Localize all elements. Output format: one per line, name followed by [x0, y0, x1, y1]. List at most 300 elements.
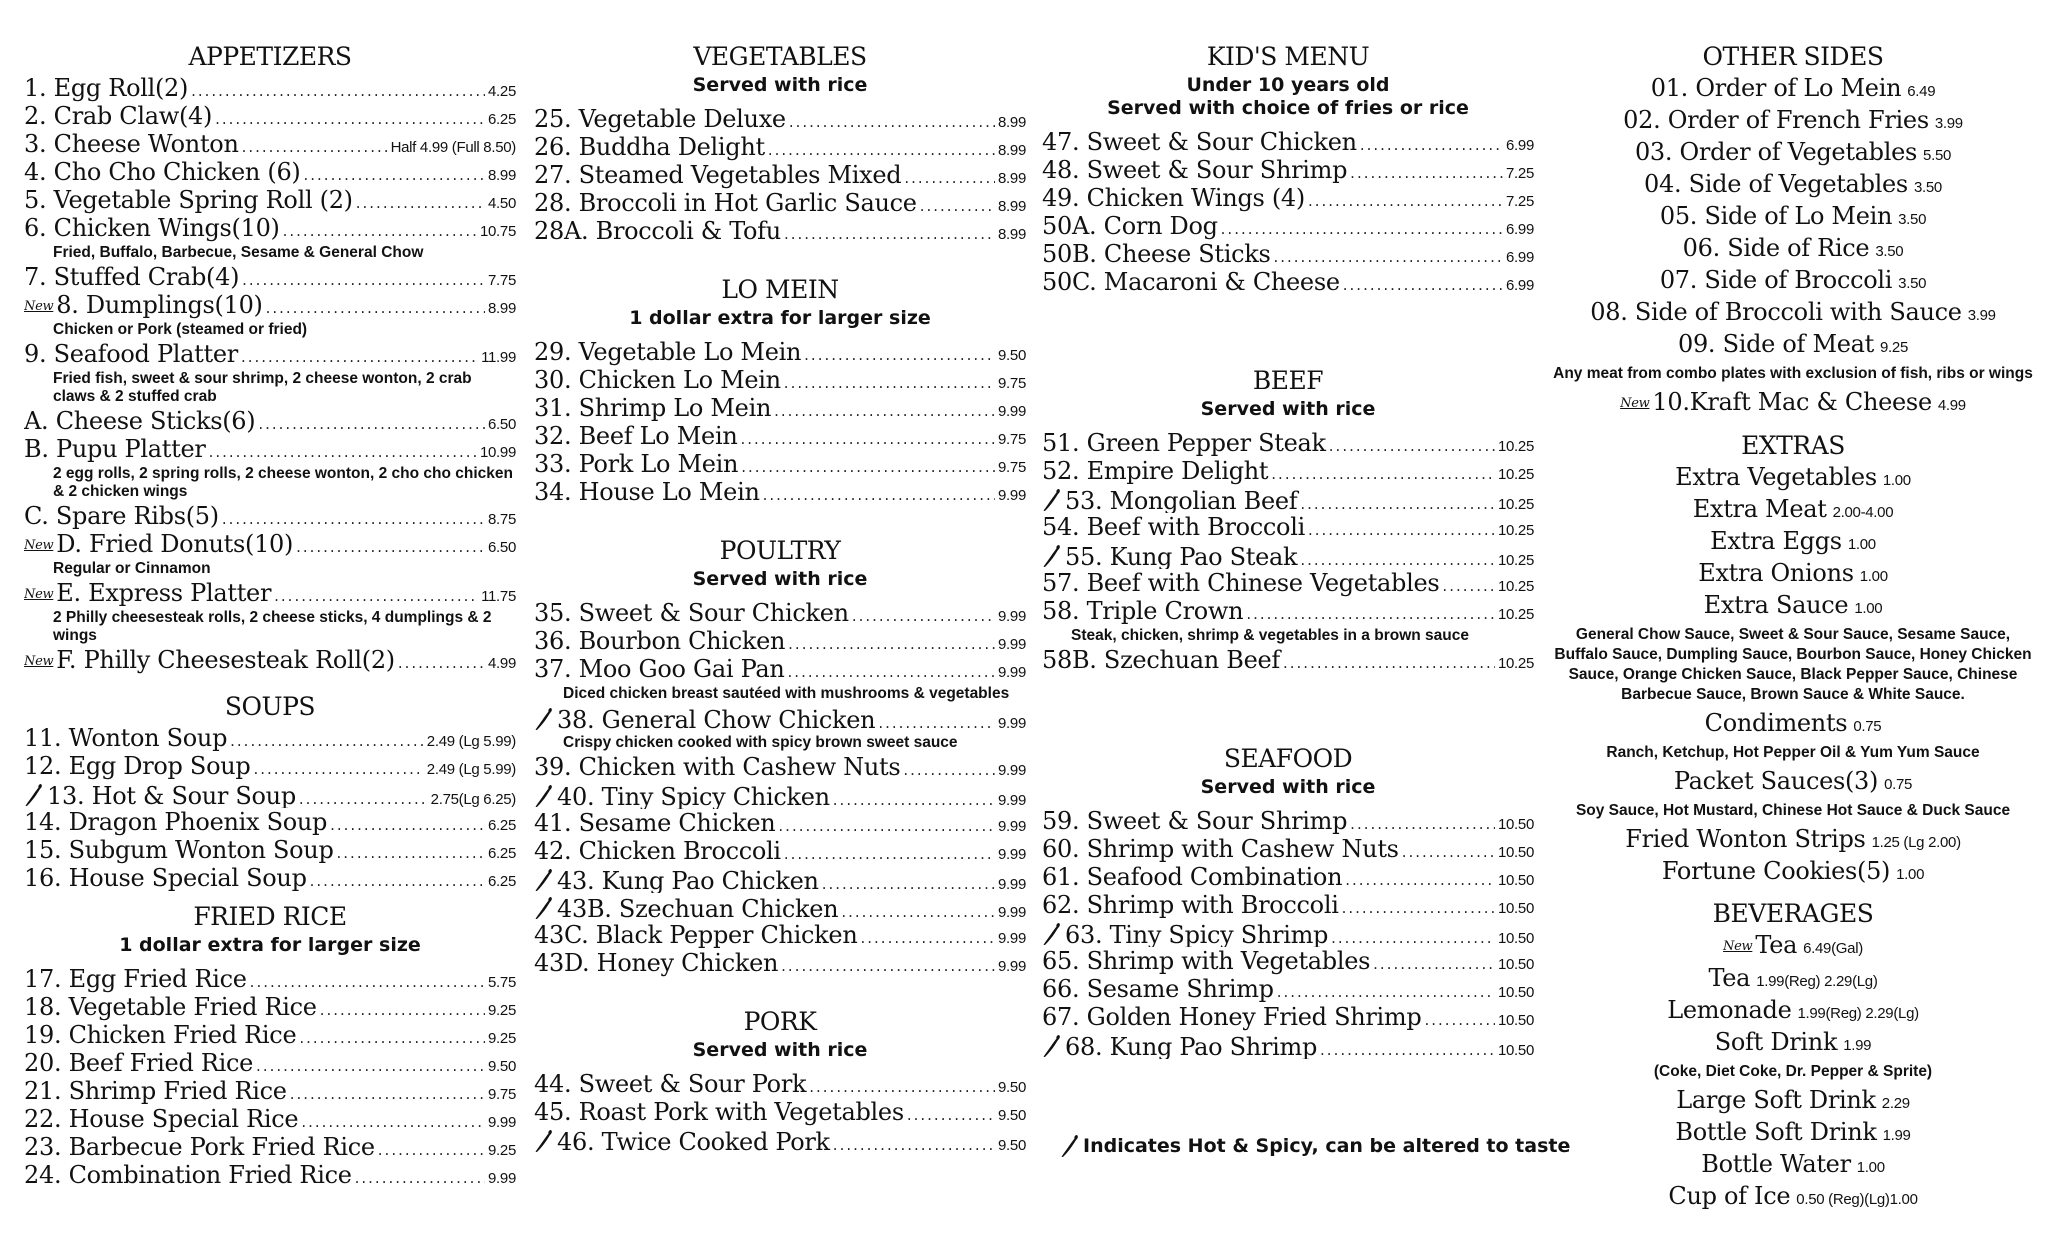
menu-item	[534, 655, 1026, 683]
dot-leader	[1271, 460, 1495, 485]
menu-item	[1552, 388, 2034, 421]
menu-item	[534, 837, 1026, 865]
menu-item-price: 1.00	[1859, 568, 1888, 585]
menu-item	[1552, 298, 2034, 330]
section-other-sides	[1552, 40, 2034, 421]
dot-leader	[1360, 131, 1503, 156]
dot-leader	[310, 867, 485, 892]
menu-item	[24, 74, 516, 102]
menu-item-name: Fortune Cookies(5)	[1661, 857, 1891, 885]
new-badge: New	[24, 538, 54, 553]
menu-item-price: 10.50	[1497, 984, 1534, 1001]
dot-leader	[299, 785, 428, 808]
menu-item-price: 4.99	[488, 655, 516, 672]
menu-item-name: 29. Vegetable Lo Mein	[534, 338, 802, 366]
section-beverages	[1552, 897, 2034, 1214]
menu-item-name: 52. Empire Delight	[1042, 457, 1269, 485]
menu-item-price: 8.99	[998, 170, 1026, 187]
menu-item-name: 50C. Macaroni & Cheese	[1042, 268, 1340, 296]
menu-item-price: 10.50	[1497, 1042, 1534, 1059]
menu-item-price: 8.75	[488, 511, 516, 528]
menu-item-price: 3.99	[1934, 115, 1963, 132]
menu-item-name: 04. Side of Vegetables	[1644, 170, 1908, 198]
menu-item-price: 1.99(Reg) 2.29(Lg)	[1797, 1005, 1919, 1022]
menu-item-price: 9.25	[1880, 339, 1908, 356]
section-subtitle: Under 10 years old	[1186, 74, 1390, 96]
hot-spicy-legend	[1060, 1134, 1570, 1158]
menu-item-name: Extra Meat	[1692, 495, 1827, 523]
menu-item-name: 59. Sweet & Sour Shrimp	[1042, 807, 1348, 835]
menu-item-description: Ranch, Ketchup, Hot Pepper Oil & Yum Yum Sauce	[1606, 744, 1980, 761]
menu-item	[1552, 559, 2034, 591]
menu-item	[1042, 569, 1534, 597]
menu-item-price: 1.99	[1843, 1037, 1872, 1054]
menu-item-description: Crispy chicken cooked with spicy brown sweet sauce	[563, 734, 958, 751]
menu-item-price: 2.75(Lg 6.25)	[430, 791, 516, 808]
menu-item	[534, 338, 1026, 366]
dot-leader	[1300, 490, 1495, 513]
menu-item-description: Soy Sauce, Hot Mustard, Chinese Hot Sauce & Duck Sauce	[1575, 802, 2011, 819]
menu-item	[1552, 931, 2034, 964]
menu-item-name: E. Express Platter	[56, 579, 272, 607]
dot-leader	[215, 105, 485, 130]
menu-item-name: Tea	[1755, 931, 1798, 959]
dot-leader	[804, 341, 995, 366]
menu-item	[534, 781, 1026, 809]
dot-leader	[1373, 950, 1495, 975]
menu-item-name: 17. Egg Fried Rice	[24, 965, 247, 993]
menu-item-description: Diced chicken breast sautéed with mushrooms & vegetables	[563, 685, 1010, 702]
dot-leader	[1308, 516, 1495, 541]
menu-item-price: 8.99	[998, 198, 1026, 215]
menu-item-name: 39. Chicken with Cashew Nuts	[534, 753, 901, 781]
menu-item-price: 9.75	[998, 431, 1026, 448]
menu-item-name: Fried Wonton Strips	[1625, 825, 1866, 853]
menu-item-price: 4.25	[488, 83, 516, 100]
section-title: FRIED RICE	[193, 902, 347, 931]
menu-item-name: 5. Vegetable Spring Roll (2)	[24, 186, 353, 214]
dot-leader	[1343, 271, 1503, 296]
dot-leader	[1345, 866, 1495, 891]
menu-item	[1042, 891, 1534, 919]
menu-item	[534, 161, 1026, 189]
dot-leader	[230, 727, 424, 752]
menu-item-name: Lemonade	[1667, 996, 1792, 1024]
menu-item-price: 2.29	[1881, 1095, 1910, 1112]
menu-item-price: 10.50	[1497, 816, 1534, 833]
menu-item-price: 9.50	[488, 1058, 516, 1075]
menu-item-name: 60. Shrimp with Cashew Nuts	[1042, 835, 1399, 863]
menu-item-name: Bottle Water	[1701, 1150, 1851, 1178]
menu-item	[1552, 74, 2034, 106]
menu-item-description: 2 egg rolls, 2 spring rolls, 2 cheese wonton, 2 cho cho chicken & 2 chicken wings	[53, 465, 513, 500]
menu-item-price: 3.50	[1898, 211, 1927, 228]
chili-pepper-icon	[1042, 544, 1062, 568]
menu-item	[534, 450, 1026, 478]
menu-item-name: 68. Kung Pao Shrimp	[1065, 1033, 1318, 1059]
menu-item-price: 6.25	[488, 111, 516, 128]
menu-item	[1552, 767, 2034, 799]
menu-item	[24, 780, 516, 808]
dot-leader	[1273, 243, 1503, 268]
dot-leader	[209, 438, 477, 463]
menu-item-description: Any meat from combo plates with exclusion of fish, ribs or wings	[1553, 365, 2033, 382]
menu-item	[24, 646, 516, 674]
menu-item-price: 6.50	[488, 539, 516, 556]
menu-item	[1042, 513, 1534, 541]
menu-item-name: 30. Chicken Lo Mein	[534, 366, 781, 394]
section-subtitle: Served with rice	[692, 1039, 868, 1061]
section-title: OTHER SIDES	[1702, 42, 1884, 71]
chili-pepper-icon	[534, 707, 554, 731]
menu-item-name: Extra Onions	[1698, 559, 1854, 587]
menu-item-price: 9.75	[998, 375, 1026, 392]
menu-item-price: 7.25	[1506, 165, 1534, 182]
section-subtitle: 1 dollar extra for larger size	[629, 307, 931, 329]
dot-leader	[788, 658, 995, 683]
menu-item-price: 9.99	[998, 487, 1026, 504]
menu-item-price: 3.50	[1898, 275, 1927, 292]
menu-item-name: 62. Shrimp with Broccoli	[1042, 891, 1339, 919]
menu-item-name: Extra Vegetables	[1675, 463, 1877, 491]
dot-leader	[1350, 159, 1503, 184]
dot-leader	[833, 1131, 995, 1154]
menu-item-name: 40. Tiny Spicy Chicken	[557, 783, 830, 809]
menu-item-price: 9.99	[998, 958, 1026, 975]
menu-item	[1552, 527, 2034, 559]
menu-item	[24, 993, 516, 1021]
dot-leader	[784, 220, 995, 245]
menu-item-price: 1.00	[1882, 472, 1911, 489]
dot-leader	[784, 840, 995, 865]
menu-item-name: 8. Dumplings(10)	[56, 291, 263, 319]
menu-item	[534, 809, 1026, 837]
menu-item-name: Extra Eggs	[1710, 527, 1842, 555]
dot-leader	[355, 1164, 485, 1189]
menu-item-price: Half 4.99 (Full 8.50)	[390, 139, 516, 156]
section-pork	[534, 1005, 1026, 1154]
menu-item-price: 9.99	[998, 636, 1026, 653]
section-title: KID'S MENU	[1206, 42, 1370, 71]
menu-item-price: 10.25	[1497, 578, 1534, 595]
dot-leader	[741, 453, 995, 478]
menu-item	[534, 105, 1026, 133]
new-badge: New	[24, 654, 54, 669]
menu-item	[1042, 268, 1534, 296]
menu-item-name: 31. Shrimp Lo Mein	[534, 394, 772, 422]
menu-item	[1552, 463, 2034, 495]
menu-item	[1042, 947, 1534, 975]
menu-item-price: 10.50	[1497, 872, 1534, 889]
menu-item-name: 44. Sweet & Sour Pork	[534, 1070, 807, 1098]
dot-leader	[242, 133, 388, 158]
dot-leader	[788, 630, 995, 655]
menu-item	[534, 217, 1026, 245]
dot-leader	[833, 786, 995, 809]
dot-leader	[1320, 1036, 1495, 1059]
menu-item-name: D. Fried Donuts(10)	[56, 530, 294, 558]
chili-pepper-icon	[534, 868, 554, 892]
dot-leader	[266, 294, 485, 319]
menu-item-price: 10.99	[479, 444, 516, 461]
menu-item-name: 45. Roast Pork with Vegetables	[534, 1098, 904, 1126]
section-title: SOUPS	[224, 692, 316, 721]
new-badge: New	[24, 587, 54, 602]
chili-pepper-icon	[1042, 488, 1062, 512]
menu-item-price: 10.25	[1497, 438, 1534, 455]
menu-item	[534, 599, 1026, 627]
menu-item	[534, 366, 1026, 394]
menu-item	[534, 893, 1026, 921]
menu-item-description: Fried fish, sweet & sour shrimp, 2 cheese wonton, 2 crab claws & 2 stuffed crab	[53, 370, 472, 405]
dot-leader	[256, 1052, 485, 1077]
section-subtitle: 1 dollar extra for larger size	[119, 934, 421, 956]
menu-item-price: 8.99	[998, 114, 1026, 131]
menu-item-price: 9.99	[998, 403, 1026, 420]
menu-item-price: 9.99	[998, 818, 1026, 835]
dot-leader	[242, 266, 485, 291]
menu-item-price: 3.99	[1967, 307, 1996, 324]
menu-item-name: 23. Barbecue Pork Fried Rice	[24, 1133, 375, 1161]
new-badge: New	[1620, 396, 1650, 411]
dot-leader	[774, 397, 995, 422]
menu-item	[534, 627, 1026, 655]
menu-item-name: 67. Golden Honey Fried Shrimp	[1042, 1003, 1422, 1031]
dot-leader	[258, 410, 485, 435]
menu-item-price: 3.50	[1913, 179, 1942, 196]
menu-item-price: 9.25	[488, 1030, 516, 1047]
menu-item-price: 10.25	[1497, 552, 1534, 569]
menu-item-price: 9.99	[998, 876, 1026, 893]
menu-item-price: 9.99	[998, 792, 1026, 809]
menu-item-price: 6.25	[488, 817, 516, 834]
menu-item	[1042, 184, 1534, 212]
menu-item-name: 10.Kraft Mac & Cheese	[1652, 388, 1932, 416]
menu-item-name: Packet Sauces(3)	[1673, 767, 1879, 795]
menu-item-price: 9.99	[998, 904, 1026, 921]
menu-item	[1552, 202, 2034, 234]
menu-item-description: Fried, Buffalo, Barbecue, Sesame & General Chow	[53, 244, 424, 261]
menu-item-price: 10.25	[1497, 466, 1534, 483]
menu-item-name: 43. Kung Pao Chicken	[557, 867, 819, 893]
menu-item	[1552, 1118, 2034, 1150]
menu-item	[24, 407, 516, 435]
menu-item	[1042, 156, 1534, 184]
dot-leader	[861, 924, 996, 949]
dot-leader	[283, 217, 477, 242]
menu-item-price: 8.99	[488, 300, 516, 317]
menu-item-name: 3. Cheese Wonton	[24, 130, 239, 158]
section-appetizers	[24, 40, 516, 674]
menu-item	[1552, 495, 2034, 527]
menu-item	[24, 130, 516, 158]
menu-item-name: 13. Hot & Sour Soup	[47, 782, 296, 808]
menu-item-price: 5.50	[1923, 147, 1952, 164]
menu-item	[1552, 1086, 2034, 1118]
menu-item-price: 3.50	[1875, 243, 1904, 260]
menu-item-price: 9.99	[998, 715, 1026, 732]
menu-item	[1042, 807, 1534, 835]
menu-column-2	[534, 40, 1026, 1154]
menu-item-price: 4.99	[1937, 397, 1966, 414]
menu-item-name: 27. Steamed Vegetables Mixed	[534, 161, 902, 189]
menu-item-price: 9.50	[998, 347, 1026, 364]
menu-item	[24, 214, 516, 242]
menu-item	[534, 478, 1026, 506]
menu-item	[1552, 138, 2034, 170]
menu-item-price: 10.25	[1497, 655, 1534, 672]
menu-item-name: 12. Egg Drop Soup	[24, 752, 251, 780]
menu-item-name: 51. Green Pepper Steak	[1042, 429, 1326, 457]
menu-item	[24, 263, 516, 291]
dot-leader	[304, 161, 486, 186]
section-subtitle: Served with choice of fries or rice	[1107, 97, 1469, 119]
menu-item-name: 11. Wonton Soup	[24, 724, 228, 752]
menu-item	[534, 133, 1026, 161]
menu-item-price: 1.00	[1896, 866, 1925, 883]
menu-item-description: 2 Philly cheesesteak rolls, 2 cheese sticks, 4 dumplings & 2 wings	[53, 609, 492, 644]
menu-item-price: 9.75	[998, 459, 1026, 476]
menu-item-price: 6.99	[1506, 277, 1534, 294]
menu-item	[1042, 485, 1534, 513]
menu-item	[1552, 234, 2034, 266]
menu-item	[24, 836, 516, 864]
dot-leader	[290, 1080, 485, 1105]
menu-item-price: 1.99(Reg) 2.29(Lg)	[1756, 973, 1878, 990]
menu-item-name: 26. Buddha Delight	[534, 133, 765, 161]
menu-item	[534, 865, 1026, 893]
menu-item-name: 63. Tiny Spicy Shrimp	[1065, 921, 1329, 947]
menu-item	[24, 1021, 516, 1049]
dot-leader	[740, 425, 995, 450]
chili-pepper-icon	[534, 1129, 554, 1153]
menu-item-name: 65. Shrimp with Vegetables	[1042, 947, 1371, 975]
section-title: POULTRY	[719, 536, 841, 565]
menu-item-price: 9.99	[998, 762, 1026, 779]
menu-item-name: 21. Shrimp Fried Rice	[24, 1077, 287, 1105]
dot-leader	[763, 481, 995, 506]
menu-item	[1552, 709, 2034, 741]
menu-item-name: 58B. Szechuan Beef	[1042, 646, 1280, 674]
menu-item-name: 43B. Szechuan Chicken	[557, 895, 839, 921]
chili-pepper-icon	[1042, 922, 1062, 946]
menu-item-price: 9.50	[998, 1079, 1026, 1096]
dot-leader	[907, 1101, 995, 1126]
menu-item-name: A. Cheese Sticks(6)	[24, 407, 256, 435]
menu-item-name: 57. Beef with Chinese Vegetables	[1042, 569, 1440, 597]
dot-leader	[274, 582, 478, 607]
section-seafood	[1042, 742, 1534, 1059]
menu-item	[24, 291, 516, 319]
menu-item-name: 41. Sesame Chicken	[534, 809, 776, 837]
dot-leader	[784, 369, 995, 394]
menu-item	[24, 502, 516, 530]
menu-item-price: 9.25	[488, 1002, 516, 1019]
menu-item-price: 9.99	[998, 846, 1026, 863]
menu-item-name: 50B. Cheese Sticks	[1042, 240, 1271, 268]
menu-item-price: 6.50	[488, 416, 516, 433]
menu-item	[24, 965, 516, 993]
section-kids-menu	[1042, 40, 1534, 296]
menu-item-name: 7. Stuffed Crab(4)	[24, 263, 240, 291]
menu-item	[534, 394, 1026, 422]
menu-item-name: 18. Vegetable Fried Rice	[24, 993, 317, 1021]
menu-item	[24, 1161, 516, 1189]
dot-leader	[822, 870, 995, 893]
dot-leader	[1402, 838, 1495, 863]
menu-item-name: 19. Chicken Fried Rice	[24, 1021, 297, 1049]
menu-item	[1042, 1031, 1534, 1059]
dot-leader	[920, 192, 995, 217]
new-badge: New	[1723, 939, 1753, 954]
dot-leader	[809, 1073, 995, 1098]
menu-item-price: 9.99	[998, 608, 1026, 625]
new-badge: New	[24, 299, 54, 314]
menu-item-name: 48. Sweet & Sour Shrimp	[1042, 156, 1348, 184]
dot-leader	[852, 602, 995, 627]
menu-item-name: B. Pupu Platter	[24, 435, 206, 463]
dot-leader	[222, 505, 485, 530]
menu-item	[24, 186, 516, 214]
menu-column-1	[24, 40, 516, 1189]
menu-item-price: 0.50 (Reg)(Lg)1.00	[1796, 1191, 1918, 1208]
dot-leader	[1246, 600, 1495, 625]
menu-item	[1042, 429, 1534, 457]
menu-item	[1042, 975, 1534, 1003]
menu-item	[1552, 857, 2034, 889]
menu-item-price: 1.00	[1854, 600, 1883, 617]
menu-item-price: 9.50	[998, 1107, 1026, 1124]
dot-leader	[904, 164, 995, 189]
menu-item-name: 01. Order of Lo Mein	[1650, 74, 1902, 102]
menu-item-price: 6.25	[488, 873, 516, 890]
menu-item	[534, 1126, 1026, 1154]
menu-item-price: 11.75	[481, 588, 516, 605]
menu-item-name: 03. Order of Vegetables	[1634, 138, 1918, 166]
menu-item-price: 1.25 (Lg 2.00)	[1871, 834, 1961, 851]
dot-leader	[320, 996, 485, 1021]
menu-item-price: 8.99	[998, 142, 1026, 159]
menu-item-price: 6.49	[1907, 83, 1936, 100]
menu-item-name: 20. Beef Fried Rice	[24, 1049, 254, 1077]
menu-item-name: 55. Kung Pao Steak	[1065, 543, 1298, 569]
menu-item-price: 7.25	[1506, 193, 1534, 210]
menu-item	[24, 808, 516, 836]
menu-item-name: 33. Pork Lo Mein	[534, 450, 739, 478]
menu-item-price: 10.50	[1497, 1012, 1534, 1029]
menu-item-description: Chicken or Pork (steamed or fried)	[53, 321, 308, 338]
menu-item-name: 42. Chicken Broccoli	[534, 837, 781, 865]
section-title: VEGETABLES	[693, 42, 867, 71]
menu-item-name: 09. Side of Meat	[1677, 330, 1874, 358]
menu-item-name: 32. Beef Lo Mein	[534, 422, 738, 450]
section-vegetables	[534, 40, 1026, 245]
menu-item	[1552, 825, 2034, 857]
section-subtitle: Served with rice	[692, 74, 868, 96]
menu-item-name: 61. Seafood Combination	[1042, 863, 1343, 891]
menu-item-name: 25. Vegetable Deluxe	[534, 105, 786, 133]
menu-item-price: 1.99	[1882, 1127, 1911, 1144]
menu-item	[24, 1105, 516, 1133]
menu-item	[24, 1077, 516, 1105]
section-lo-mein	[534, 273, 1026, 506]
menu-item-price: 9.99	[998, 930, 1026, 947]
menu-item-name: 46. Twice Cooked Pork	[557, 1128, 830, 1154]
dot-leader	[250, 968, 485, 993]
menu-item-price: 5.75	[488, 974, 516, 991]
section-title: BEVERAGES	[1712, 899, 1874, 928]
menu-item-name: 14. Dragon Phoenix Soup	[24, 808, 328, 836]
